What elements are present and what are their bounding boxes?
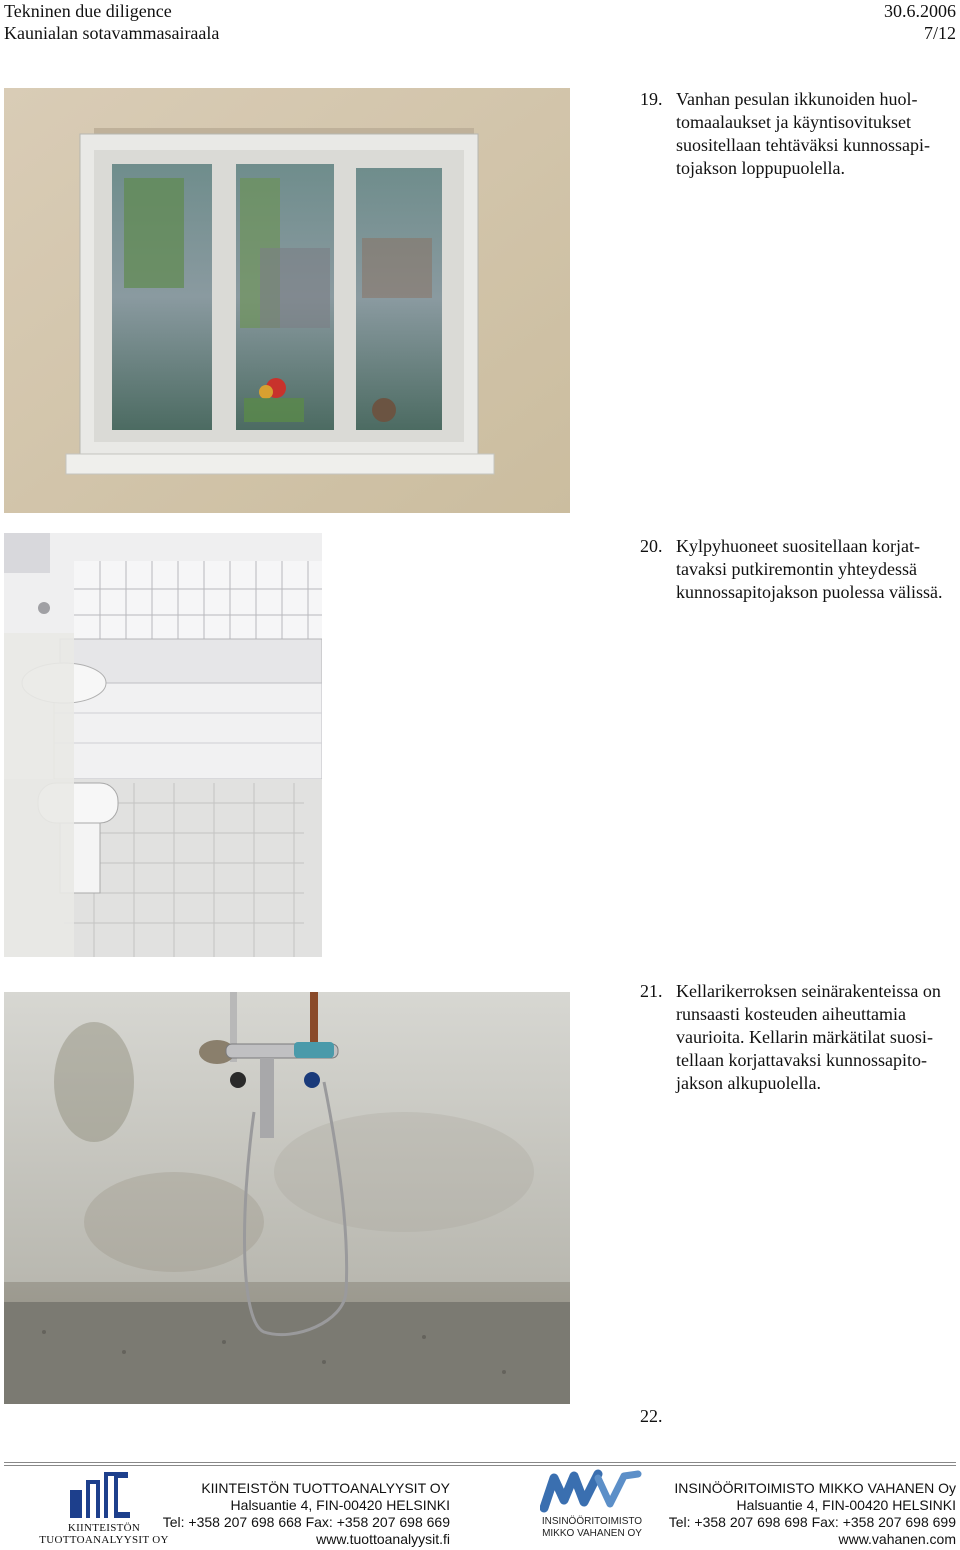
mv-logo-caption: INSINÖÖRITOIMISTO MIKKO VAHANEN OY [541,1516,643,1539]
footer-left-web: www.tuottoanalyysit.fi [316,1531,450,1547]
footer-left-name: KIINTEISTÖN TUOTTOANALYYSIT OY [201,1480,450,1496]
footer-right-name: INSINÖÖRITOIMISTO MIKKO VAHANEN Oy [674,1480,956,1496]
photo-window [4,88,570,513]
footer-right-company [660,1480,956,1548]
document-subtitle: Kaunialan sotavammasairaala [4,23,220,43]
finding-item-19 [640,88,956,180]
footer-right-web: www.vahanen.com [838,1531,956,1547]
mv-logo-icon [540,1468,644,1514]
document-date: 30.6.2006 [884,1,956,21]
document-header-left [4,0,219,44]
kta-logo-caption: KIINTEISTÖN TUOTTOANALYYSIT OY [39,1522,169,1546]
photo-basement-wall [4,992,570,1404]
footer-left-address: Halsuantie 4, FIN-00420 HELSINKI [230,1497,450,1513]
footer-left-company [160,1480,450,1548]
document-title: Tekninen due diligence [4,1,172,21]
item-text: Kylpyhuoneet suositellaan korjattavaksi putkiremontin yhteydessä kunnossapitojakson puolessa välissä. [676,536,943,602]
footer-divider [4,1462,956,1466]
item-number: 19. [640,89,663,109]
item-number: 22. [640,1406,663,1426]
finding-item-20 [640,535,956,604]
kta-logo-icon [60,1468,140,1520]
item-number: 20. [640,536,663,556]
item-text: Kellarikerroksen seinärakenteissa on runsaasti kosteuden aiheuttamia vaurioita. Kellarin märkätilat suositellaan korjattavaksi kunnossapitojakson alkupuolella. [676,981,941,1093]
document-header-right [884,0,956,44]
item-text: Vanhan pesulan ikkunoiden huoltomaalaukset ja käyntisovitukset suositellaan tehtäväksi kunnossapitojakson loppupuolella. [676,89,930,178]
footer-right-phone: Tel: +358 207 698 698 Fax: +358 207 698 699 [668,1514,956,1530]
footer-left-phone: Tel: +358 207 698 668 Fax: +358 207 698 669 [162,1514,450,1530]
photo-bathroom [4,533,322,957]
item-number: 21. [640,981,663,1001]
page-number: 7/12 [923,23,956,43]
finding-item-21 [640,980,956,1095]
footer-right-address: Halsuantie 4, FIN-00420 HELSINKI [736,1497,956,1513]
